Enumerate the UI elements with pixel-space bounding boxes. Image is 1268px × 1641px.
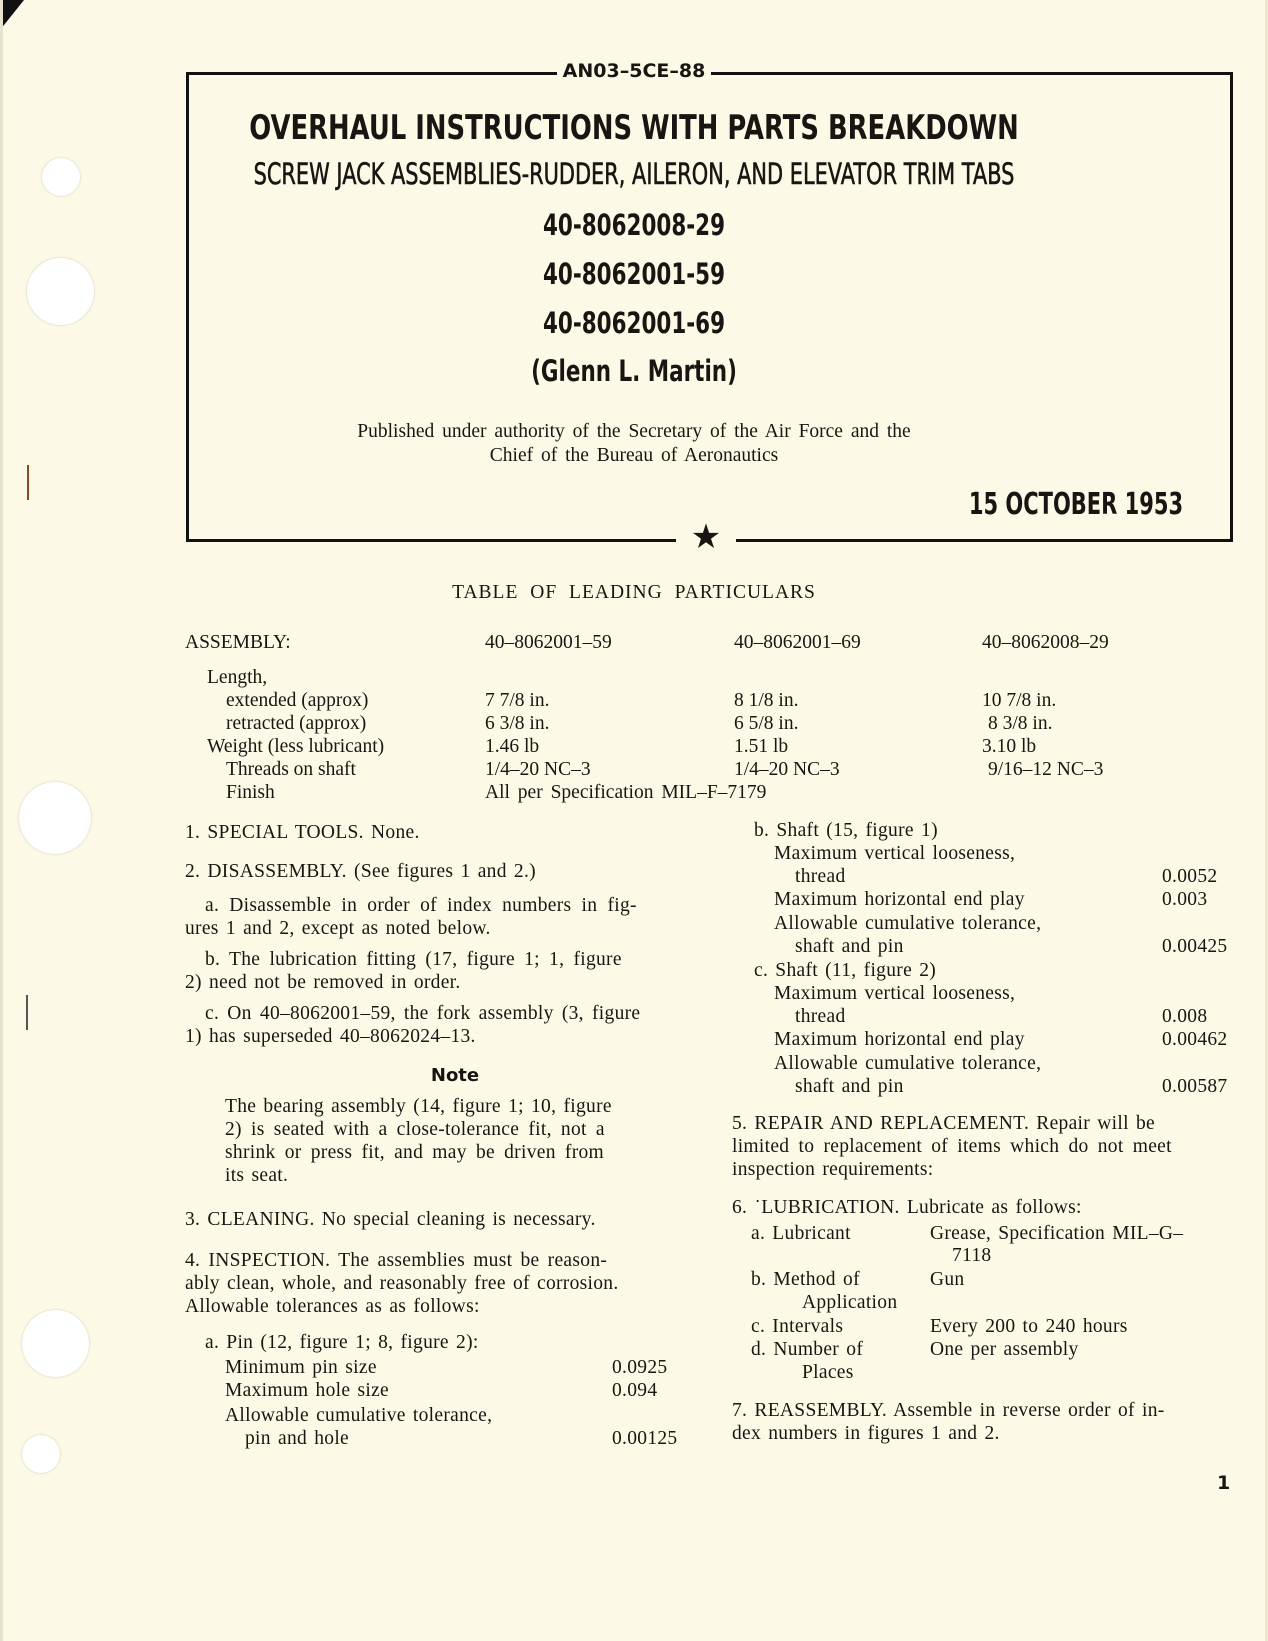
tolerance-value: 0.00125 (612, 1428, 678, 1449)
paragraph-line: inspection requirements: (732, 1159, 934, 1180)
table-cell: 1.51 lb (734, 736, 789, 757)
section-repair: 5. REPAIR AND REPLACEMENT. Repair will be (732, 1113, 1155, 1134)
tolerance-label: thread (795, 1006, 846, 1027)
table-cell: All per Specification MIL–F–7179 (485, 782, 767, 803)
publication-date: 15 OCTOBER 1953 (968, 487, 1183, 522)
lubrication-value: Every 200 to 240 hours (930, 1316, 1128, 1337)
paragraph-line: b. The lubrication fitting (17, figure 1; 1, figure (205, 949, 622, 970)
note-line: The bearing assembly (14, figure 1; 10, figure (225, 1096, 612, 1117)
lubrication-label: Application (802, 1292, 898, 1313)
tolerance-label: Maximum hole size (225, 1380, 389, 1401)
note-heading: Note (430, 1065, 480, 1086)
table-column-header: 40–8062001–59 (485, 632, 612, 653)
subsection-shaft-fig2: c. Shaft (11, figure 2) (754, 960, 937, 981)
subsection-shaft-fig1: b. Shaft (15, figure 1) (754, 820, 938, 841)
table-cell: 10 7/8 in. (982, 690, 1057, 711)
document-code: AN03–5CE–88 (0, 60, 1268, 82)
paragraph-line: ures 1 and 2, except as noted below. (185, 918, 491, 939)
table-cell: 7 7/8 in. (485, 690, 550, 711)
binder-hole (27, 258, 94, 325)
manufacturer: (Glenn L. Martin) (531, 354, 737, 388)
lubrication-label: b. Method of (751, 1269, 860, 1290)
table-header-label: ASSEMBLY: (185, 632, 291, 653)
table-cell: 8 1/8 in. (734, 690, 799, 711)
star-icon: ★ (676, 521, 736, 555)
table-column-header: 40–8062008–29 (982, 632, 1109, 653)
tolerance-value: 0.00587 (1162, 1076, 1228, 1097)
document-subtitle: SCREW JACK ASSEMBLIES-RUDDER, AILERON, AND ELEVATOR TRIM TABS (253, 157, 1015, 191)
lubrication-value: 7118 (952, 1245, 992, 1266)
paragraph-line: dex numbers in figures 1 and 2. (732, 1423, 1000, 1444)
section-reassembly: 7. REASSEMBLY. Assemble in reverse order of in- (732, 1400, 1165, 1421)
table-cell: 6 3/8 in. (485, 713, 550, 734)
tolerance-value: 0.003 (1162, 889, 1208, 910)
note-line: 2) is seated with a close-tolerance fit, not a (225, 1119, 605, 1140)
table-row-label: retracted (approx) (226, 713, 367, 734)
tolerance-value: 0.008 (1162, 1006, 1208, 1027)
lubrication-label: d. Number of (751, 1339, 864, 1360)
scan-mark (26, 995, 28, 1030)
subsection-pin: a. Pin (12, figure 1; 8, figure 2): (205, 1332, 479, 1353)
lubrication-value: One per assembly (930, 1339, 1079, 1360)
tolerance-label: Maximum horizontal end play (774, 889, 1025, 910)
part-number: 40-8062001-69 (542, 306, 726, 340)
paragraph-line: 1) has superseded 40–8062024–13. (185, 1026, 476, 1047)
paragraph-line: limited to replacement of items which do not meet (732, 1136, 1172, 1157)
page-number: 1 (1217, 1472, 1231, 1494)
tolerance-value: 0.00425 (1162, 936, 1228, 957)
paragraph-line: c. On 40–8062001–59, the fork assembly (3, figure (205, 1003, 641, 1024)
note-line: its seat. (225, 1165, 289, 1186)
section-lubrication: 6. ˙LUBRICATION. Lubricate as follows: (732, 1197, 1082, 1218)
table-row-label: Finish (226, 782, 275, 803)
tolerance-label: Maximum horizontal end play (774, 1029, 1025, 1050)
tolerance-label: pin and hole (245, 1428, 349, 1449)
table-row-label: extended (approx) (226, 690, 369, 711)
lubrication-label: c. Intervals (751, 1316, 844, 1337)
section-cleaning: 3. CLEANING. No special cleaning is necessary. (185, 1209, 596, 1230)
tolerance-label: Allowable cumulative tolerance, (774, 1053, 1042, 1074)
part-number: 40-8062001-59 (542, 257, 726, 291)
lubrication-value: Gun (930, 1269, 965, 1290)
binder-hole (42, 158, 80, 196)
tolerance-value: 0.00462 (1162, 1029, 1228, 1050)
document-title: OVERHAUL INSTRUCTIONS WITH PARTS BREAKDOWN (249, 108, 1019, 148)
paragraph-line: ably clean, whole, and reasonably free of corrosion. (185, 1273, 619, 1294)
note-line: shrink or press fit, and may be driven from (225, 1142, 605, 1163)
authority-line: Chief of the Bureau of Aeronautics (489, 445, 779, 466)
tolerance-label: thread (795, 866, 846, 887)
paragraph-line: Allowable tolerances as as follows: (185, 1296, 480, 1317)
paragraph-line: 2) need not be removed in order. (185, 972, 461, 993)
tolerance-label: shaft and pin (795, 936, 904, 957)
lubrication-value: Grease, Specification MIL–G– (930, 1223, 1184, 1244)
paragraph-line: a. Disassemble in order of index numbers in fig- (205, 895, 637, 916)
table-column-header: 40–8062001–69 (734, 632, 861, 653)
tolerance-value: 0.0052 (1162, 866, 1218, 887)
binder-hole (22, 1310, 89, 1377)
table-row-label: Length, (207, 667, 268, 688)
authority-statement (0, 420, 1268, 468)
section-inspection: 4. INSPECTION. The assemblies must be reason- (185, 1250, 608, 1271)
table-cell: 1/4–20 NC–3 (734, 759, 840, 780)
table-cell: 6 5/8 in. (734, 713, 799, 734)
tolerance-label: Allowable cumulative tolerance, (225, 1405, 493, 1426)
tolerance-label: Maximum vertical looseness, (774, 843, 1016, 864)
table-cell: 9/16–12 NC–3 (988, 759, 1104, 780)
binder-hole (22, 1435, 60, 1473)
table-cell: 1/4–20 NC–3 (485, 759, 591, 780)
tolerance-label: Maximum vertical looseness, (774, 983, 1016, 1004)
tolerance-value: 0.0925 (612, 1357, 668, 1378)
tolerance-label: shaft and pin (795, 1076, 904, 1097)
table-row-label: Weight (less lubricant) (207, 736, 385, 757)
authority-line: Published under authority of the Secretary of the Air Force and the (357, 421, 911, 442)
table-title: TABLE OF LEADING PARTICULARS (452, 582, 816, 603)
table-cell: 8 3/8 in. (988, 713, 1053, 734)
binder-hole (19, 782, 91, 854)
part-number: 40-8062008-29 (542, 208, 726, 242)
section-disassembly: 2. DISASSEMBLY. (See figures 1 and 2.) (185, 861, 536, 882)
table-cell: 1.46 lb (485, 736, 540, 757)
lubrication-label: a. Lubricant (751, 1223, 851, 1244)
tolerance-value: 0.094 (612, 1380, 658, 1401)
table-cell: 3.10 lb (982, 736, 1037, 757)
lubrication-label: Places (802, 1362, 854, 1383)
page-corner-cut (0, 0, 24, 30)
scan-mark (27, 465, 29, 500)
tolerance-label: Allowable cumulative tolerance, (774, 913, 1042, 934)
section-special-tools: 1. SPECIAL TOOLS. None. (185, 822, 420, 843)
table-row-label: Threads on shaft (226, 759, 356, 780)
page-edge-left (0, 0, 3, 1641)
tolerance-label: Minimum pin size (225, 1357, 377, 1378)
